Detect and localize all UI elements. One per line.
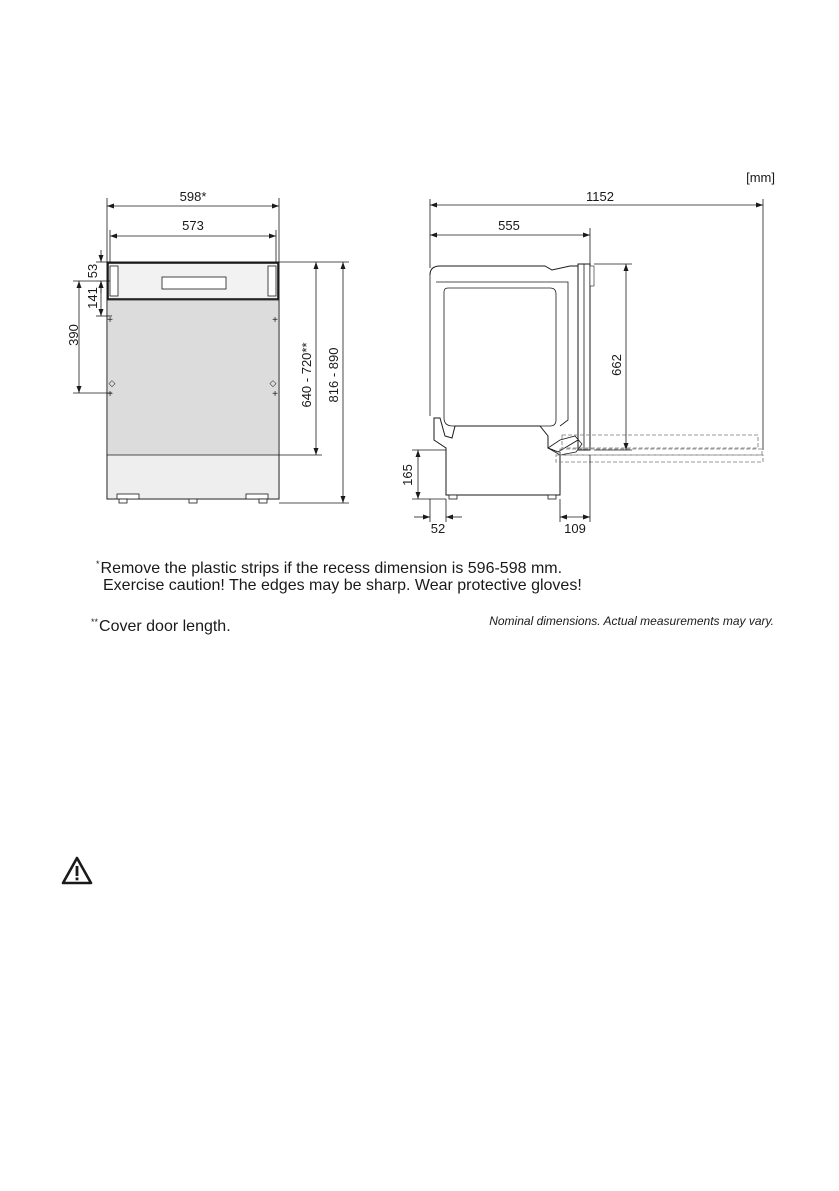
door-offset-label: 109 xyxy=(564,521,586,536)
svg-text:◇: ◇ xyxy=(269,378,277,388)
upper-dimension-label: 141 xyxy=(85,287,100,309)
note-2-marker: ** xyxy=(91,617,99,627)
disclaimer: Nominal dimensions. Actual measurements may vary. xyxy=(489,614,774,628)
note-2-text: Cover door length. xyxy=(99,618,231,635)
svg-text:+: + xyxy=(272,315,278,326)
depth-overall-label: 1152 xyxy=(586,189,614,204)
svg-text:◇: ◇ xyxy=(108,378,116,388)
side-view xyxy=(400,189,763,536)
unit-label: [mm] xyxy=(746,170,775,185)
note-1-line-2: Exercise caution! The edges may be sharp. Wear protective gloves! xyxy=(103,577,582,594)
depth-body-label: 555 xyxy=(498,218,520,233)
note-2 xyxy=(91,612,231,637)
door-dimension-label: 640 - 720** xyxy=(299,342,314,408)
note-1-marker: * xyxy=(96,559,100,569)
svg-text:+: + xyxy=(272,389,278,400)
height-dimension-label: 816 - 890 xyxy=(326,347,341,403)
note-1-text: Remove the plastic strips if the recess dimension is 596-598 mm. xyxy=(100,560,563,577)
width-inner-label: 573 xyxy=(182,218,204,233)
width-overall-label: 598* xyxy=(179,189,207,204)
warning-icon xyxy=(60,855,94,887)
plinth-height-label: 165 xyxy=(400,464,415,486)
svg-text:+: + xyxy=(107,315,113,326)
plinth-offset-label: 52 xyxy=(430,521,446,536)
top-panel-label: 53 xyxy=(85,263,100,279)
door-height-label: 662 xyxy=(609,354,624,376)
svg-text:+: + xyxy=(107,389,113,400)
front-view xyxy=(66,189,349,503)
mount-dimension-label: 390 xyxy=(66,324,81,346)
